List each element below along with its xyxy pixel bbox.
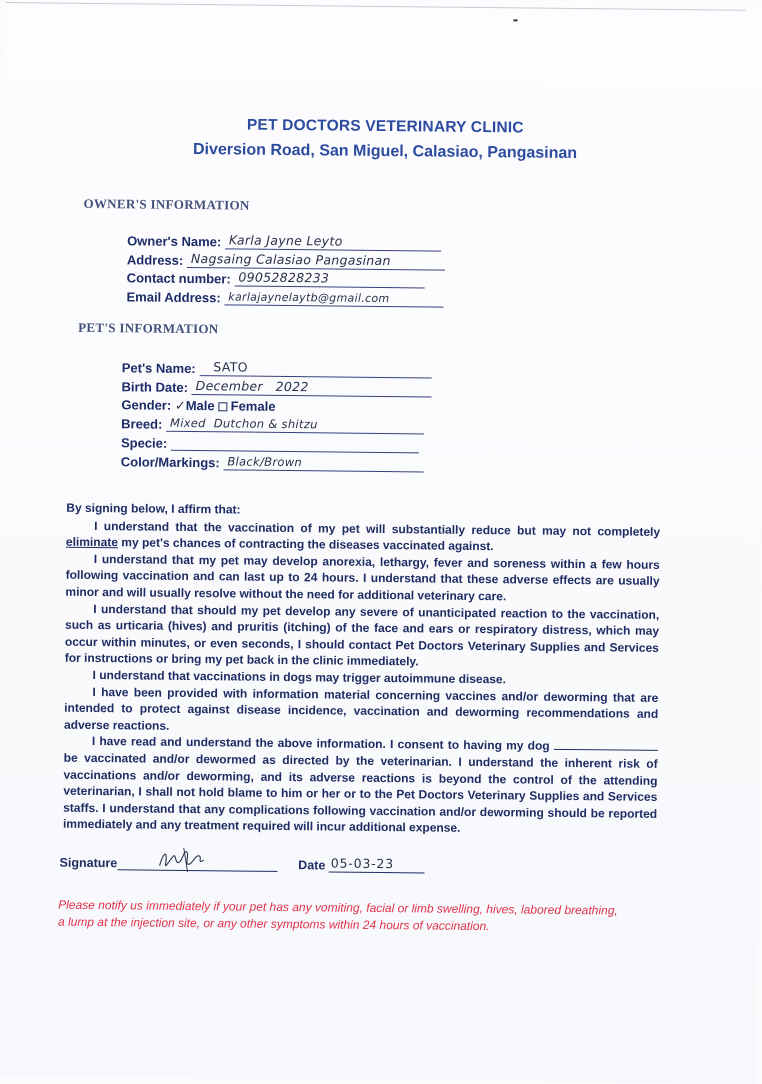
specie-field — [121, 433, 419, 454]
contact-line[interactable] — [234, 269, 424, 288]
address-value: Nagsaing Calasiao Pangasinan — [190, 250, 391, 269]
specie-label: Specie: — [120, 435, 168, 451]
email-label: Email Address: — [126, 289, 221, 306]
contact-value: 09052828233 — [238, 269, 330, 286]
email-value: karlajaynelaytb@gmail.com — [228, 290, 390, 306]
email-line[interactable] — [224, 288, 443, 307]
owner-name-field — [127, 231, 441, 252]
agreement-p1-emphasis: eliminate — [65, 534, 119, 550]
color-markings-label: Color/Markings: — [120, 454, 220, 471]
agreement-p6-text-end: be vaccinated and/or dewormed as directed by the veterinarian. I understand the inherent risk of vaccinations and/or deworming, and its adverse reactions is beyond the control of the attending veterinarian, I shall not hold blame to him or her or to the Pet Doctors Veterinary Supplies and Services staffs. I understand that any complications following vaccination and/or deworming should be reported immediately and any treatment required will incur additional expense. — [62, 750, 658, 836]
gender-male-option: Male — [185, 397, 215, 414]
gender-female-option: Female — [230, 398, 276, 414]
pet-name-field — [122, 358, 432, 379]
gender-label: Gender: — [121, 397, 172, 413]
pet-name-label: Pet's Name: — [121, 360, 196, 377]
owner-name-value: Karla Jayne Leyto — [228, 232, 343, 249]
email-field — [126, 287, 443, 308]
clinic-address: Diversion Road, San Miguel, Calasiao, Pangasinan — [192, 141, 578, 163]
agreement-p6-text: I have read and understand the above information. I consent to having my dog — [91, 734, 554, 754]
signature-line[interactable] — [117, 855, 277, 872]
address-line[interactable] — [187, 251, 445, 271]
date-line[interactable] — [329, 857, 425, 873]
consent-statement — [63, 500, 660, 839]
contact-label: Contact number: — [126, 270, 231, 287]
agreement-paragraph-3: I understand that should my pet develop any severe of unanticipated reaction to the vaccination, such as urticaria (hives) and pruritis (itching) of the face and ears or respiratory distress, which may occur within minutes, or even seconds, I should contact Pet Doctors Veterinary Supplies and Services for instructions or bring my pet back in the clinic immediately. — [64, 601, 660, 669]
agreement-intro: By signing below, I affirm that: — [66, 500, 241, 517]
color-markings-field — [121, 452, 424, 473]
birth-date-field — [122, 377, 432, 398]
agreement-p1-text-end: my pet's chances of contracting the diseases vaccinated against. — [117, 535, 494, 554]
male-check-mark[interactable]: ✓ — [174, 398, 186, 414]
signature-row — [60, 855, 425, 874]
agreement-p1-text: I understand that the vaccination of my pet will substantially reduce but may not completely — [94, 518, 661, 539]
handwritten-signature — [153, 846, 207, 875]
pet-name-value: SATO — [213, 359, 248, 375]
signature-label: Signature — [59, 855, 118, 871]
scan-speck — [513, 19, 517, 21]
breed-field — [121, 414, 424, 435]
address-label: Address: — [126, 252, 184, 268]
breed-line[interactable] — [166, 415, 424, 435]
pet-section-title: PET'S INFORMATION — [78, 319, 219, 337]
dog-name-blank[interactable] — [554, 738, 658, 751]
gender-field — [121, 397, 275, 415]
birth-date-value: December 2022 — [195, 378, 309, 395]
contact-field — [127, 268, 425, 289]
agreement-paragraph-5: I have been provided with information material concerning vaccines and/or deworming that are intended to protect against disease incidence, vaccination and deworming recommendations and adverse reactions. — [63, 684, 659, 733]
post-vaccination-notice: Please notify us immediately if your pet has any vomiting, facial or limb swelling, hives, labored breathing, a lump at the injection site, or any other symptoms within 24 hours of vaccination. — [57, 897, 618, 934]
owner-section-title: OWNER'S INFORMATION — [83, 195, 250, 213]
pet-name-line[interactable] — [199, 359, 431, 378]
birth-date-label: Birth Date: — [121, 379, 189, 395]
date-label: Date — [298, 858, 326, 873]
agreement-paragraph-2: I understand that my pet may develop anorexia, lethargy, fever and soreness within a few hours following vaccination and can last up to 24 hours. I understand that these adverse effects are usually minor and will usually resolve without the need for additional veterinary care. — [65, 551, 660, 604]
agreement-paragraph-6 — [63, 733, 658, 839]
date-value: 05-03-23 — [330, 855, 395, 872]
owner-name-line[interactable] — [225, 232, 441, 251]
color-markings-value: Black/Brown — [227, 454, 303, 470]
color-markings-line[interactable] — [223, 453, 423, 472]
birth-date-line[interactable] — [192, 378, 432, 398]
owner-name-label: Owner's Name: — [127, 233, 222, 250]
female-checkbox[interactable] — [219, 402, 228, 411]
scan-edge-line — [6, 2, 746, 11]
breed-value: Mixed Dutchon & shitzu — [169, 415, 318, 432]
breed-label: Breed: — [121, 416, 163, 432]
clinic-name: PET DOCTORS VETERINARY CLINIC — [246, 116, 524, 137]
agreement-paragraph-4: I understand that vaccinations in dogs may trigger autoimmune disease. — [92, 667, 507, 687]
specie-line[interactable] — [171, 434, 419, 454]
